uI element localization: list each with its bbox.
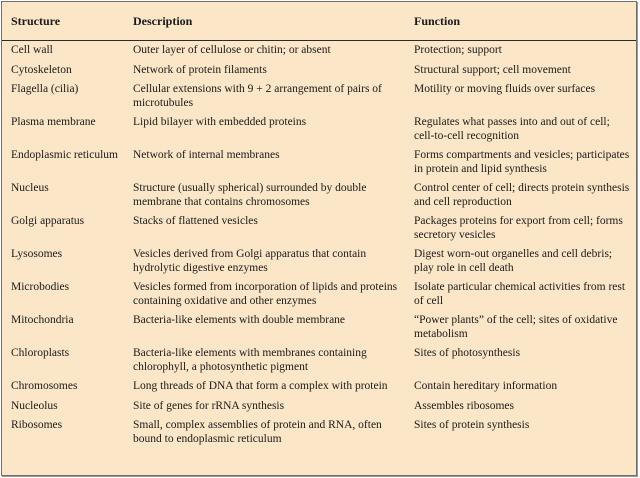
cell-structure: Cell wall — [11, 44, 53, 56]
cell-structure: Golgi apparatus — [11, 215, 85, 227]
header-row — [2, 10, 636, 41]
table-row — [2, 180, 636, 213]
table-body — [2, 41, 636, 451]
cell-description: Network of protein filaments — [133, 63, 267, 76]
cell-structure: Ribosomes — [11, 419, 63, 431]
cell-description: Stacks of flattened vesicles — [133, 215, 258, 227]
header-description: Description — [132, 10, 413, 41]
cell-description: Long threads of DNA that form a complex with protein — [133, 380, 388, 392]
table-row — [2, 114, 636, 147]
table-row — [2, 378, 636, 398]
cell-description: Cellular extensions with 9 + 2 arrangement of pairs of microtubules — [133, 83, 382, 109]
cell-description: Outer layer of cellulose or chitin; or absent — [133, 44, 331, 56]
cell-structure: Plasma membrane — [11, 116, 96, 128]
table-row — [2, 41, 636, 62]
cell-description: Vesicles formed from incorporation of lipids and proteins containing oxidative and other enzymes — [133, 281, 398, 307]
table-row — [2, 417, 636, 450]
cell-structures-table — [2, 10, 636, 450]
cell-function: Control center of cell; directs protein synthesis and cell reproduction — [414, 182, 630, 208]
table-row — [2, 312, 636, 345]
cell-function: Sites of protein synthesis — [414, 419, 530, 431]
table-row — [2, 345, 636, 378]
cell-description: Bacteria-like elements with membranes containing chlorophyll, a photosynthetic pigment — [133, 347, 367, 373]
cell-function: Protection; support — [414, 44, 502, 56]
cell-function: Contain hereditary information — [414, 380, 558, 392]
cell-function: Assembles ribosomes — [414, 399, 514, 412]
cell-description: Vesicles derived from Golgi apparatus that contain hydrolytic digestive enzymes — [133, 248, 367, 274]
cell-description: Small, complex assemblies of protein and RNA, often bound to endoplasmic reticulum — [133, 419, 382, 445]
table-row — [2, 279, 636, 312]
header-function: Function — [413, 10, 636, 41]
table-panel — [1, 1, 637, 476]
cell-description: Structure (usually spherical) surrounded by double membrane that contains chromosomes — [133, 182, 367, 208]
cell-description: Lipid bilayer with embedded proteins — [133, 116, 307, 128]
cell-description: Site of genes for rRNA synthesis — [133, 399, 285, 412]
cell-structure: Cytoskeleton — [11, 63, 72, 76]
cell-function: Structural support; cell movement — [414, 63, 571, 76]
cell-structure: Chloroplasts — [11, 347, 70, 359]
cell-structure: Endoplasmic reticulum — [11, 149, 118, 161]
cell-structure: Nucleus — [11, 182, 49, 194]
cell-structure: Flagella (cilia) — [11, 83, 79, 95]
cell-function: Motility or moving fluids over surfaces — [414, 83, 596, 95]
cell-structure: Microbodies — [11, 281, 70, 293]
cell-description: Network of internal membranes — [133, 149, 280, 161]
table-row — [2, 246, 636, 279]
header-structure: Structure — [2, 10, 132, 41]
cell-function: Packages proteins for export from cell; forms secretory vesicles — [414, 215, 623, 241]
cell-structure: Chromosomes — [11, 380, 78, 392]
cell-function: Sites of photosynthesis — [414, 347, 521, 359]
cell-function: Regulates what passes into and out of cell; cell-to-cell recognition — [414, 116, 610, 142]
table-row — [2, 398, 636, 418]
cell-structure: Lysosomes — [11, 248, 63, 260]
table-row — [2, 81, 636, 114]
cell-function: “Power plants” of the cell; sites of oxidative metabolism — [414, 314, 618, 340]
cell-function: Forms compartments and vesicles; participates in protein and lipid synthesis — [414, 149, 630, 175]
cell-description: Bacteria-like elements with double membrane — [133, 314, 346, 326]
table-row — [2, 147, 636, 180]
cell-function: Isolate particular chemical activities from rest of cell — [414, 281, 626, 307]
table-row — [2, 213, 636, 246]
cell-function: Digest worn-out organelles and cell debris; play role in cell death — [414, 248, 613, 274]
cell-structure: Nucleolus — [11, 399, 58, 412]
cell-structure: Mitochondria — [11, 314, 74, 326]
table-row — [2, 62, 636, 82]
